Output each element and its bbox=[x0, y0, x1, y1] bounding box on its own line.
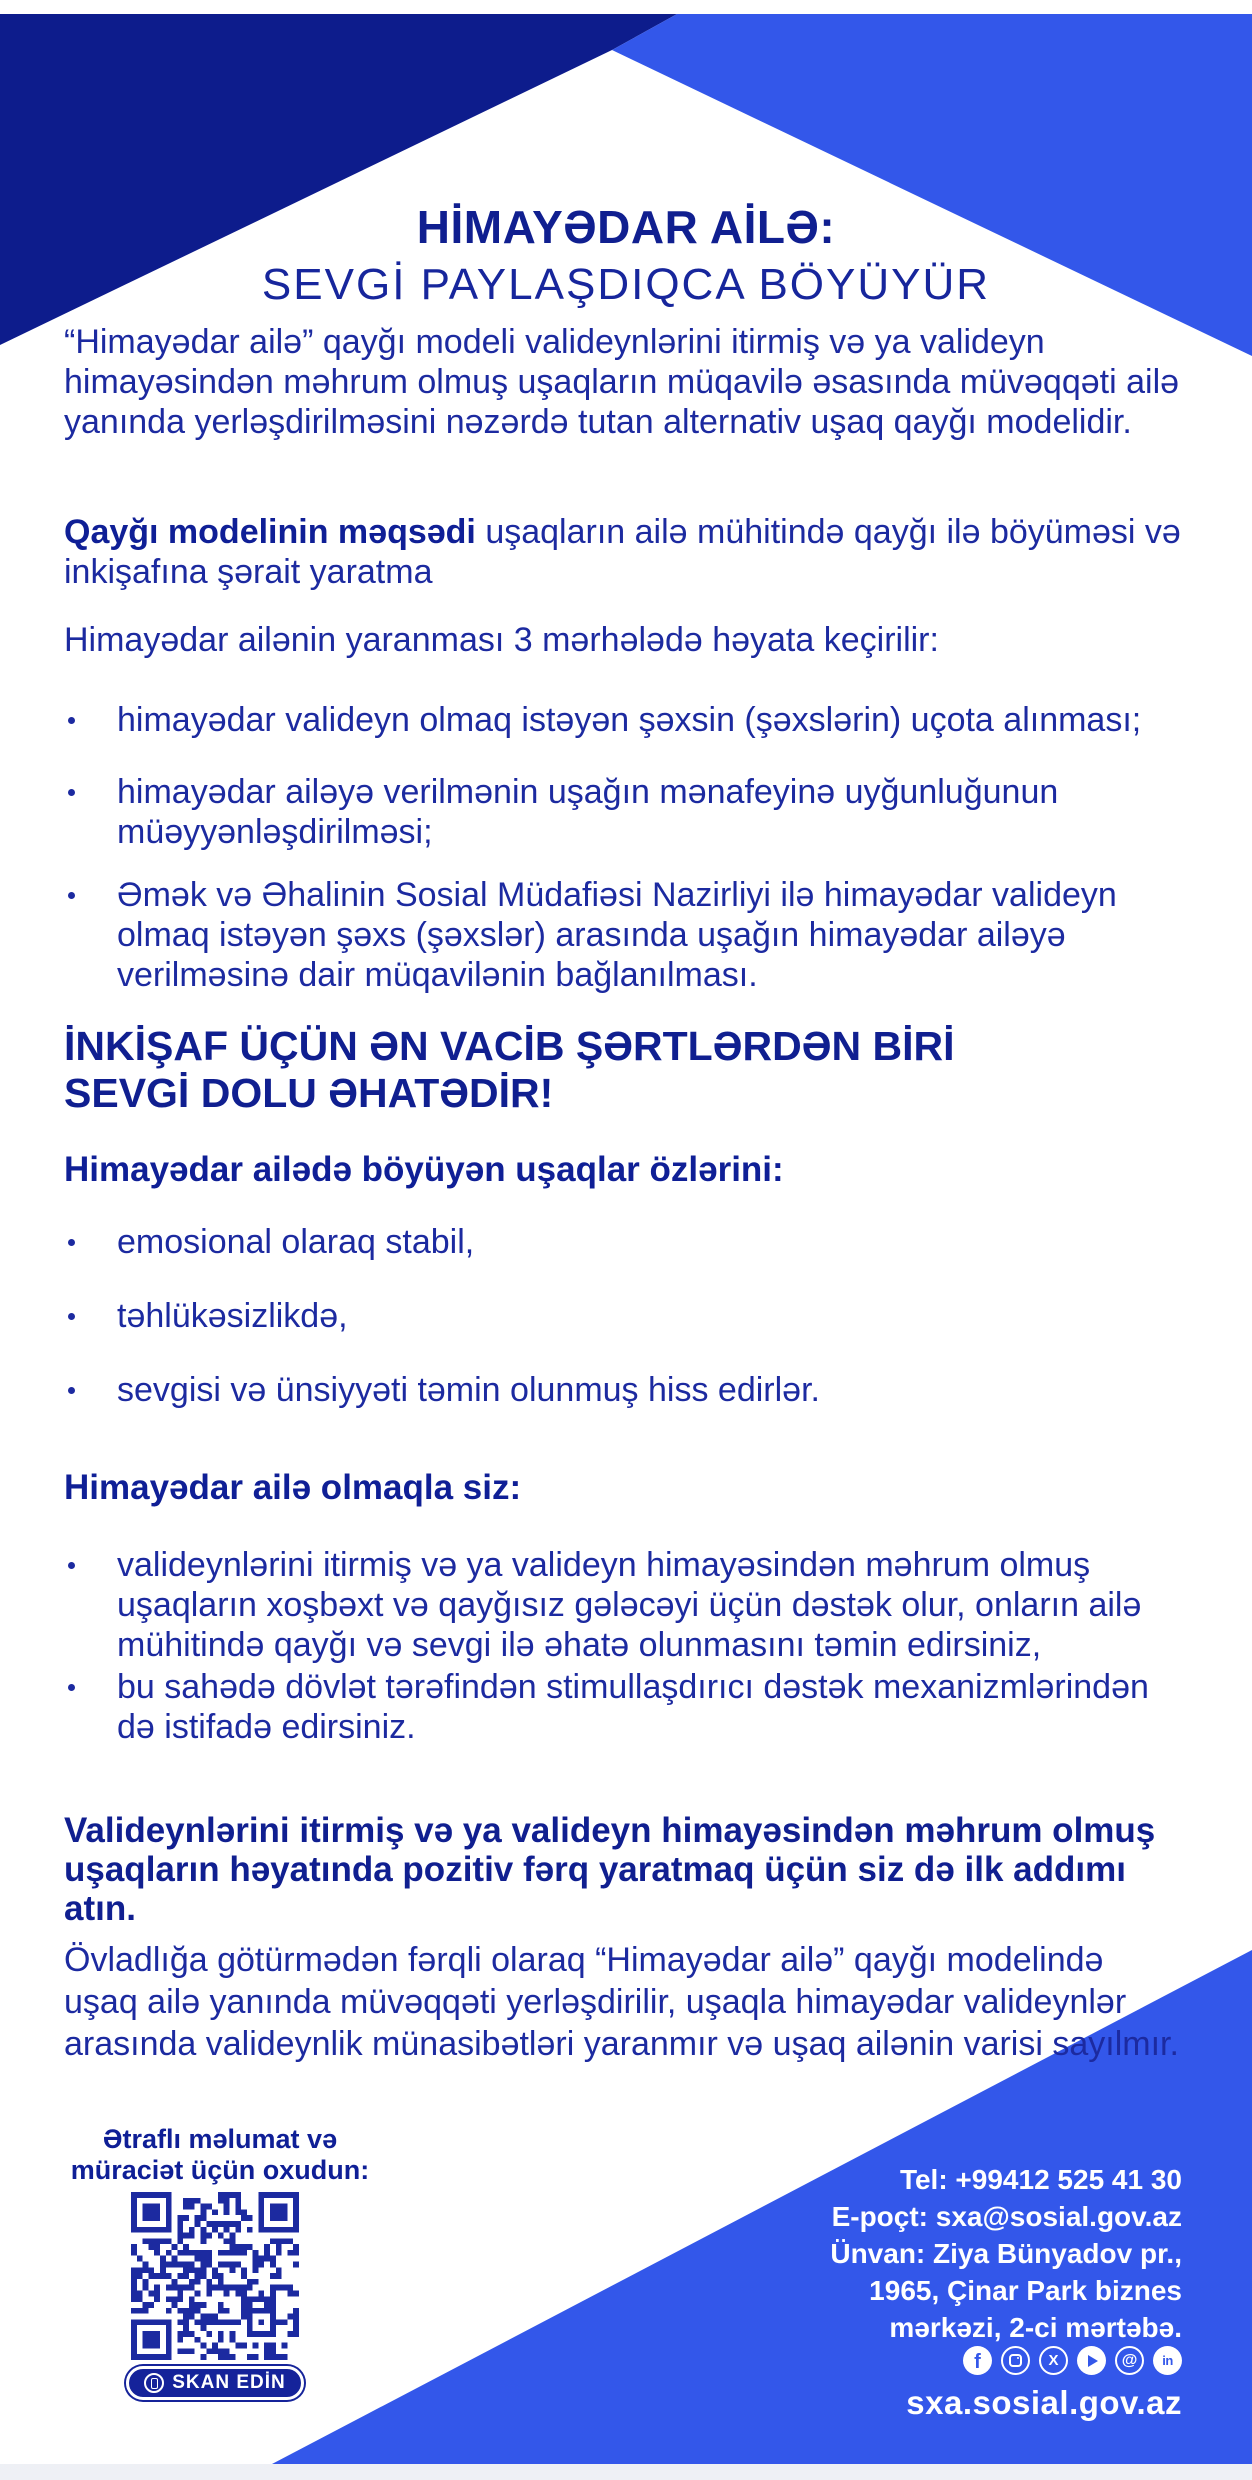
bullet-icon bbox=[68, 1239, 75, 1246]
contact-email: E-poçt: sxa@sosial.gov.az bbox=[831, 2201, 1182, 2232]
purpose-paragraph bbox=[64, 512, 1184, 592]
contact-phone: Tel: +99412 525 41 30 bbox=[899, 2164, 1182, 2195]
stage-2-text: himayədar ailəyə verilmənin uşağın mənafeyinə uyğunluğunun müəyyənləşdirilməsi; bbox=[117, 773, 1059, 851]
qr-label-line2: müraciət üçün oxudun: bbox=[70, 2155, 370, 2185]
development-heading-line1: İNKİŞAF ÜÇÜN ƏN VACİB ŞƏRTLƏRDƏN BİRİ bbox=[64, 1023, 955, 1069]
stage-1-text: himayədar valideyn olmaq istəyən şəxsin (şəxslərin) uçota alınması; bbox=[117, 701, 1142, 739]
facebook-icon[interactable]: f bbox=[963, 2346, 992, 2375]
list-item bbox=[68, 1296, 1193, 1336]
smartphone-icon bbox=[144, 2373, 164, 2393]
family-benefit-2: bu sahədə dövlət tərəfindən stimullaşdırıcı dəstək mexanizmlərindən də istifadə edirsiniz. bbox=[117, 1668, 1149, 1746]
bullet-icon bbox=[68, 1313, 75, 1320]
x-icon[interactable]: X bbox=[1039, 2346, 1068, 2375]
children-benefit-1: emosional olaraq stabil, bbox=[117, 1223, 475, 1261]
children-benefit-2: təhlükəsizlikdə, bbox=[117, 1297, 348, 1335]
children-benefit-3: sevgisi və ünsiyyəti təmin olunmuş hiss edirlər. bbox=[117, 1371, 820, 1409]
bullet-icon bbox=[68, 789, 75, 796]
purpose-text: uşaqların ailə mühitində qayğı ilə böyüməsi və inkişafına şərait yaratma bbox=[64, 513, 1181, 591]
development-heading bbox=[64, 1023, 954, 1117]
intro-paragraph: “Himayədar ailə” qayğı modeli valideynlərini itirmiş və ya valideyn himayəsindən məhrum olmuş uşaqların müqavilə əsasında müvəqqəti ailə yanında yerləşdirilməsini nəzərdə tutan alternativ uşaq qayğı modelidir. bbox=[64, 323, 1180, 441]
list-item bbox=[68, 1667, 1193, 1747]
contact-address-line3: mərkəzi, 2-ci mərtəbə. bbox=[889, 2312, 1182, 2343]
list-item bbox=[68, 772, 1193, 852]
note-paragraph: Övladlığa götürmədən fərqli olaraq “Himayədar ailə” qayğı modelində uşaq ailə yanında müvəqqəti yerləşdirilir, uşaqla himayədar valideynlər arasında valideynlik münasibətləri yaranmır və uşaq ailənin varisi sayılmır. bbox=[64, 1941, 1179, 2063]
website-link[interactable]: sxa.sosial.gov.az bbox=[906, 2384, 1182, 2421]
threads-icon[interactable]: @ bbox=[1115, 2346, 1144, 2375]
social-icons-row bbox=[963, 2346, 1182, 2375]
qr-label bbox=[40, 2124, 400, 2186]
scan-button-label: SKAN EDİN bbox=[172, 2372, 286, 2393]
bottom-light-strip bbox=[0, 2464, 1252, 2480]
page-subtitle: SEVGİ PAYLAŞDIQCA BÖYÜYÜR bbox=[261, 260, 991, 309]
call-to-action: Valideynlərini itirmiş və ya valideyn himayəsindən məhrum olmuş uşaqların həyatında pozitiv fərq yaratmaq üçün siz də ilk addımı atın. bbox=[64, 1811, 1156, 1928]
family-benefit-1: valideynlərini itirmiş və ya valideyn himayəsindən məhrum olmuş uşaqların xoşbəxt və qayğısız gələcəyi üçün dəstək olur, onların ailə mühitində qayğı və sevgi ilə əhatə olunmasını təmin edirsiniz, bbox=[117, 1546, 1142, 1664]
bullet-icon bbox=[68, 717, 75, 724]
children-heading: Himayədar ailədə böyüyən uşaqlar özlərini: bbox=[64, 1150, 784, 1189]
bullet-icon bbox=[68, 892, 75, 899]
scan-button[interactable] bbox=[126, 2366, 304, 2400]
list-item bbox=[68, 1222, 1193, 1262]
page-title: HİMAYƏDAR AİLƏ: bbox=[416, 201, 836, 253]
bullet-icon bbox=[68, 1387, 75, 1394]
bullet-icon bbox=[68, 1684, 75, 1691]
bullet-icon bbox=[68, 1562, 75, 1569]
family-heading: Himayədar ailə olmaqla siz: bbox=[64, 1468, 522, 1507]
linkedin-icon[interactable]: in bbox=[1153, 2346, 1182, 2375]
development-heading-line2: SEVGİ DOLU ƏHATƏDİR! bbox=[64, 1070, 554, 1116]
contact-address-line2: 1965, Çinar Park biznes bbox=[869, 2275, 1182, 2306]
qr-code[interactable] bbox=[130, 2192, 300, 2360]
contact-address-line1: Ünvan: Ziya Bünyadov pr., bbox=[830, 2238, 1182, 2269]
list-item bbox=[68, 700, 1193, 740]
qr-label-line1: Ətraflı məlumat və bbox=[102, 2124, 338, 2154]
purpose-label: Qayğı modelinin məqsədi bbox=[64, 513, 476, 551]
youtube-icon[interactable] bbox=[1077, 2346, 1106, 2375]
list-item bbox=[68, 1370, 1193, 1410]
stage-3-text: Əmək və Əhalinin Sosial Müdafiəsi Nazirliyi ilə himayədar valideyn olmaq istəyən şəxs (şəxslər) arasında uşağın himayədar ailəyə verilməsinə dair müqavilənin bağlanılması. bbox=[117, 876, 1117, 994]
stages-intro: Himayədar ailənin yaranması 3 mərhələdə həyata keçirilir: bbox=[64, 621, 939, 659]
list-item bbox=[68, 1545, 1193, 1665]
instagram-icon[interactable] bbox=[1001, 2346, 1030, 2375]
list-item bbox=[68, 875, 1193, 995]
contact-block bbox=[830, 2161, 1182, 2346]
